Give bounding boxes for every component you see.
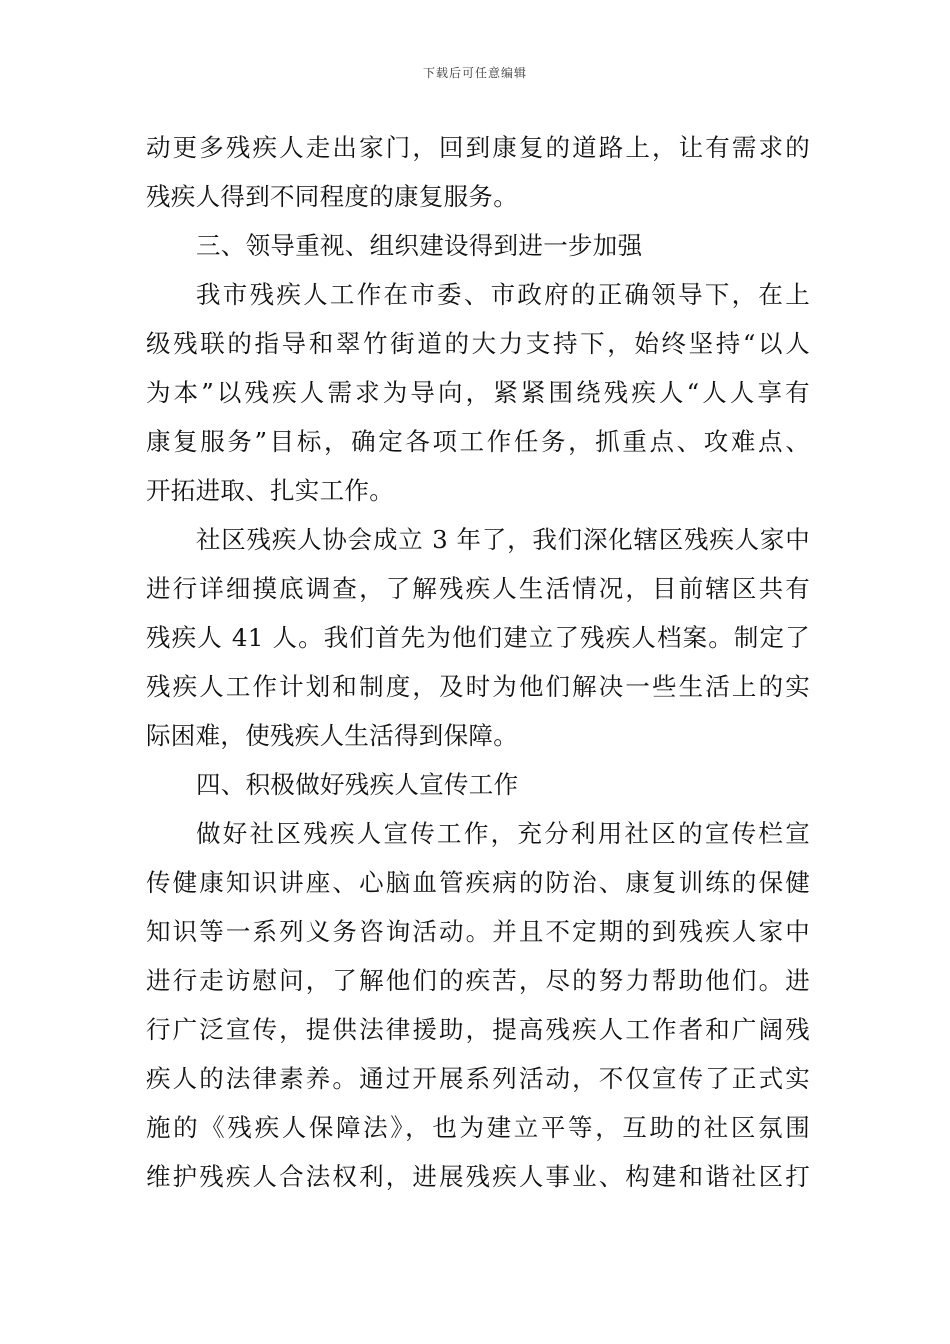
text-line: 传健康知识讲座、心脑血管疾病的防治、康复训练的保健	[146, 868, 810, 897]
text-line: 际困难，使残疾人生活得到保障。	[146, 721, 518, 750]
text-line: 施的《残疾人保障法》，也为建立平等，互助的社区氛围	[146, 1113, 810, 1142]
section-heading: 四、积极做好残疾人宣传工作	[196, 770, 519, 799]
text-line: 进行详细摸底调查，了解残疾人生活情况，目前辖区共有	[146, 574, 810, 603]
text-line: 进行走访慰问，了解他们的疾苦，尽的努力帮助他们。进	[146, 966, 810, 995]
text-line: 我市残疾人工作在市委、市政府的正确领导下，在上	[196, 280, 810, 309]
text-line: 康复服务”目标，确定各项工作任务，抓重点、攻难点、	[146, 427, 810, 456]
page-header-note: 下载后可任意编辑	[422, 66, 527, 80]
text-line: 级残联的指导和翠竹街道的大力支持下，始终坚持“以人	[146, 329, 810, 358]
text-line: 疾人的法律素养。通过开展系列活动，不仅宣传了正式实	[146, 1064, 810, 1093]
text-line: 残疾人工作计划和制度，及时为他们解决一些生活上的实	[146, 672, 810, 701]
text-line: 残疾人得到不同程度的康复服务。	[146, 182, 518, 211]
section-heading: 三、领导重视、组织建设得到进一步加强	[196, 231, 643, 260]
text-line: 社区残疾人协会成立 3 年了，我们深化辖区残疾人家中	[196, 525, 810, 554]
text-line: 动更多残疾人走出家门，回到康复的道路上，让有需求的	[146, 133, 810, 162]
text-line: 开拓进取、扎实工作。	[146, 476, 394, 505]
document-body	[146, 123, 810, 1201]
text-line: 行广泛宣传，提供法律援助，提高残疾人工作者和广阔残	[146, 1015, 810, 1044]
text-line: 残疾人 41 人。我们首先为他们建立了残疾人档案。制定了	[146, 623, 810, 652]
text-line: 为本”以残疾人需求为导向，紧紧围绕残疾人“人人享有	[146, 378, 810, 407]
text-line: 维护残疾人合法权利，进展残疾人事业、构建和谐社区打	[146, 1162, 810, 1191]
text-line: 知识等一系列义务咨询活动。并且不定期的到残疾人家中	[146, 917, 810, 946]
text-line: 做好社区残疾人宣传工作，充分利用社区的宣传栏宣	[196, 819, 810, 848]
